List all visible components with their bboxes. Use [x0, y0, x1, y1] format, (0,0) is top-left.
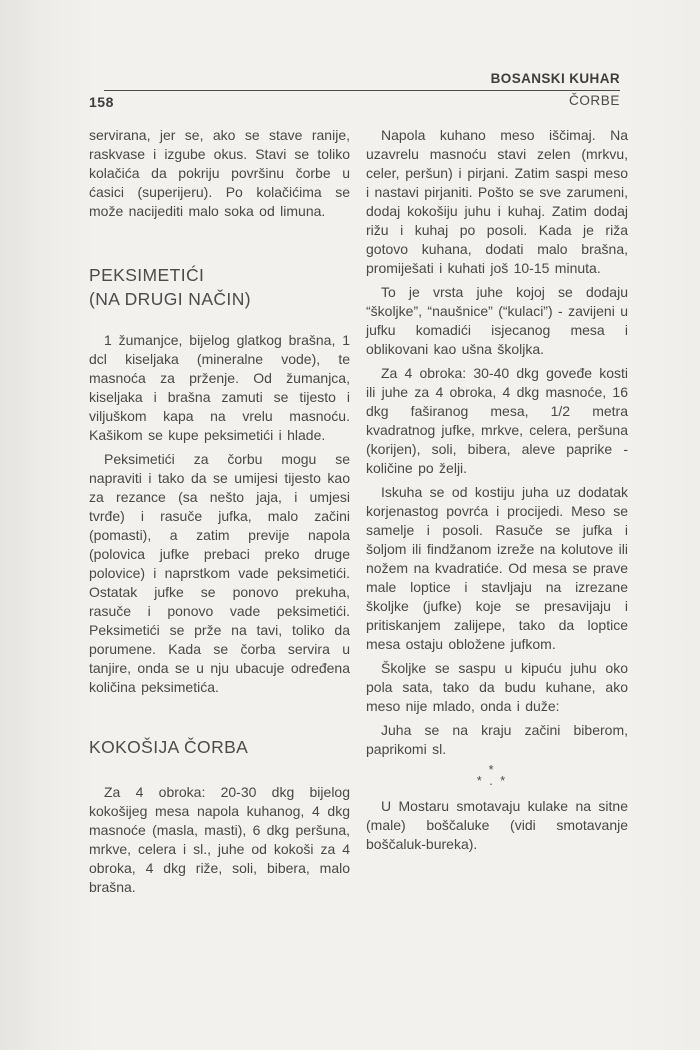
asterism-top: *: [488, 763, 496, 777]
paragraph-mostar-note: U Mostaru smotavaju kulake na sitne (male) boščaluke (vidi smotavanje boščaluk-bureka).: [366, 798, 628, 852]
recipe-title-peksimetici: [89, 263, 350, 311]
running-head-book-title: BOSANSKI KUHAR: [490, 71, 620, 86]
paragraph-peksimetici-ingredients: 1 žumanjce, bijelog glatkog brašna, 1 dcl kiseljaka (mineralne vode), te masnoća za prženje. Od žumanjca, kiseljaka i brašna zamuti se tijesto i viljuškom kapa na vrelu masnoću. Kašikom se kupe peksimetići i hlade.: [89, 332, 350, 443]
running-head-chapter: ČORBE: [568, 93, 620, 108]
recipe-title-line1: PEKSIMETIĆI: [89, 265, 205, 285]
paragraph-skoljke-method: Iskuha se od kostiju juha uz dodatak korjenastog povrća i procijedi. Meso se samelje i posoli. Rasuče se jufka i šoljom ili findžanom izreže na kolutove ili nožem na kvadratiće. Od mesa se prave male loptice i stavljaju na izrezane školjke (jufke) koje se presavijaju i pritiskanjem zalijepe, tako da loptice mesa ostaju obložene jufkom.: [366, 484, 628, 652]
paragraph-continuation: servirana, jer se, ako se stave ranije, raskvase i izgube okus. Stavi se toliko kolačića da pokriju površinu čorbe u ćasici (superijeru). Po kolačićima se može nacijediti malo soka od limuna.: [89, 127, 350, 219]
asterism-bottom: * . *: [476, 774, 508, 788]
paragraph-seasoning: Juha se na kraju začini biberom, paprikomi sl.: [366, 722, 628, 757]
left-column: [89, 126, 350, 902]
recipe-title-line2: (NA DRUGI NAČIN): [89, 289, 251, 309]
right-column: [366, 126, 628, 859]
paragraph-peksimetici-method: Peksimetići za čorbu mogu se napraviti i tako da se umijesi tijesto kao za rezance (sa nešto jaja, i umjesi tvrđe) i rasuče jufka, malo začini (pomasti), a zatim previje napola (polovica jufke prebaci preko druge polovice) i naprstkom vade peksimetići. Ostatak jufke se ponovo prekuha, rasuče i ponovo vade peksimetići. Peksimetići se prže na tavi, toliko da porumene. Kada se čorba servira u tanjire, onda se u nju ubacuje određena količina peksimetića.: [89, 451, 350, 695]
page-number: 158: [89, 94, 114, 110]
paragraph-skoljke-ingredients: Za 4 obroka: 30-40 dkg goveđe kosti ili juhe za 4 obroka, 4 dkg masnoće, 16 dkg faširanog mesa, 1/2 metra kvadratnog jufke, mrkve, celera, peršuna (korijen), soli, bibera, aleve paprike - količine po želji.: [366, 365, 628, 476]
paragraph-kokosija-method: Napola kuhano meso iščimaj. Na uzavrelu masnoću stavi zelen (mrkvu, celer, peršun) i pirjani. Zatim saspi meso i nastavi pirjaniti. Pošto se sve zarumeni, dodaj kokošiju juhu i kuhaj. Zatim dodaj rižu i kuhaj po posoli. Kada je riža gotovo kuhana, dodati malo brašna, promiješati i kuhati još 10-15 minuta.: [366, 127, 628, 276]
paragraph-kokosija-ingredients: Za 4 obroka: 20-30 dkg bijelog kokošijeg mesa napola kuhanog, 4 dkg masnoće (masla, masti), 6 dkg peršuna, mrkve, celera i sl., juhe od kokoši za 4 obroka, 4 dkg riže, soli, bibera, malo brašna.: [89, 784, 350, 895]
recipe-title-kokosija-corba: KOKOŠIJA ČORBA: [89, 737, 249, 757]
header-rule: [104, 90, 620, 91]
paragraph-skoljke-intro: To je vrsta juhe kojoj se dodaju “školjke”, “naušnice” (“kulaci”) - zavijeni u jufku komadići isjecanog mesa i oblikovani kao ušna školjka.: [366, 284, 628, 357]
paragraph-skoljke-cooking: Školjke se saspu u kipuću juhu oko pola sata, tako da budu kuhane, ako meso nije mlado, onda i duže:: [366, 660, 628, 714]
asterism-separator: [366, 765, 618, 787]
